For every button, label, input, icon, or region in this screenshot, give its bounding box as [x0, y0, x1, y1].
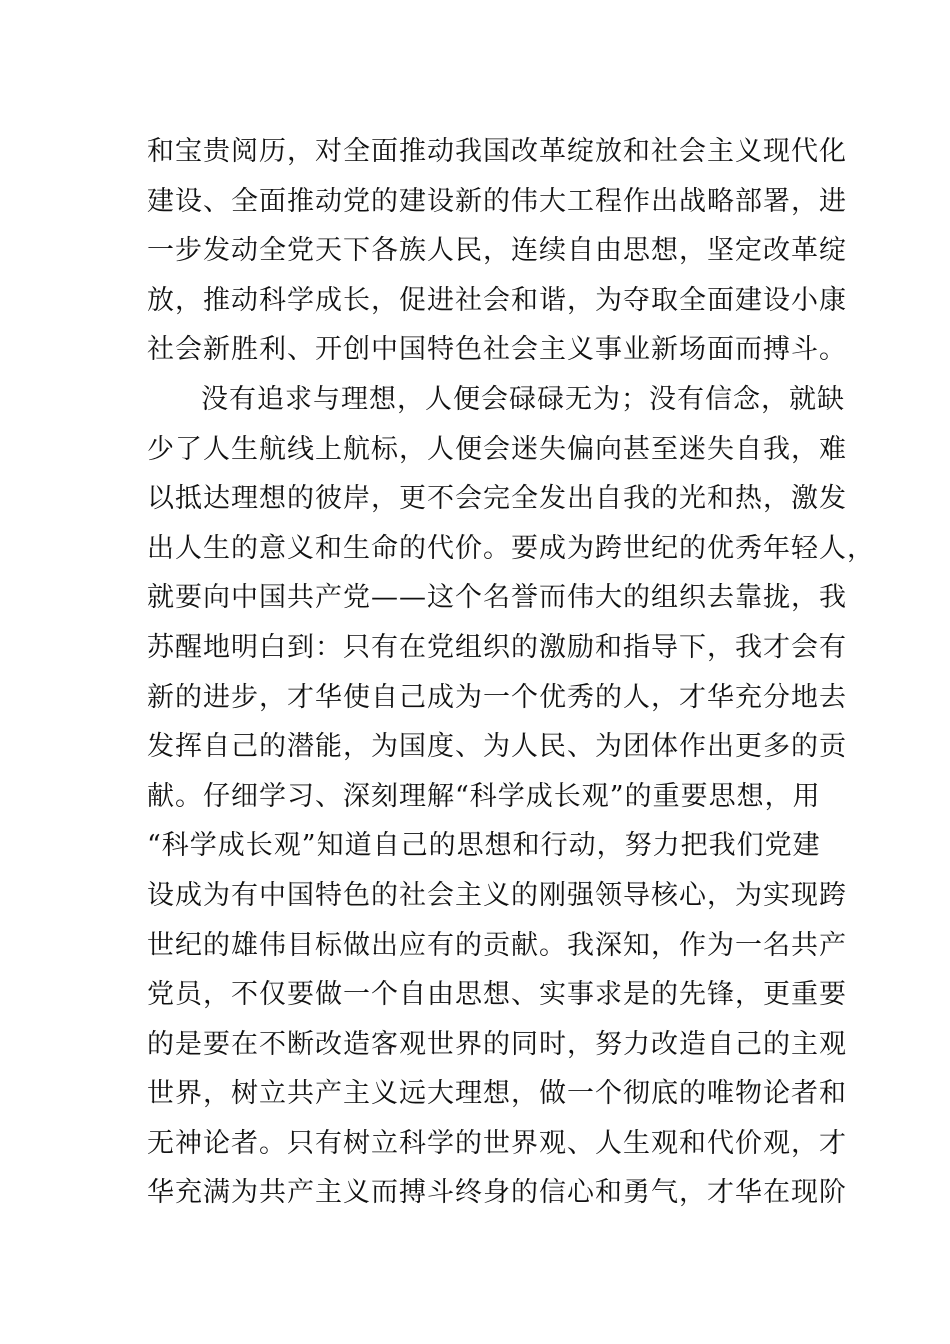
text-line: 少了人生航线上航标，人便会迷失偏向甚至迷失自我，难	[147, 433, 847, 465]
text-line: 华充满为共产主义而搏斗终身的信心和勇气，才华在现阶	[147, 1177, 847, 1209]
text-line: 世纪的雄伟目标做出应有的贡献。我深知，作为一名共产	[147, 929, 847, 961]
text-line: 和宝贵阅历，对全面推动我国改革绽放和社会主义现代化	[147, 136, 847, 167]
paragraph-first-line: 没有追求与理想，人便会碌碌无为；没有信念，就缺	[201, 383, 845, 415]
text-line: 新的进步，才华使自己成为一个优秀的人，才华充分地去	[147, 681, 847, 713]
text-line: 发挥自己的潜能，为国度、为人民、为团体作出更多的贡	[147, 731, 847, 763]
body-text	[147, 127, 875, 1218]
text-line: 设成为有中国特色的社会主义的刚强领导核心，为实现跨	[147, 879, 847, 911]
text-line: 出人生的意义和生命的代价。要成为跨世纪的优秀年轻人，	[147, 532, 875, 564]
text-line: “科学成长观”知道自己的思想和行动，努力把我们党建	[147, 830, 821, 862]
text-line: 无神论者。只有树立科学的世界观、人生观和代价观，才	[147, 1127, 847, 1159]
text-line: 献。仔细学习、深刻理解“科学成长观”的重要思想，用	[147, 780, 821, 812]
text-line: 以抵达理想的彼岸，更不会完全发出自我的光和热，激发	[147, 483, 847, 515]
text-line: 一步发动全党天下各族人民，连续自由思想，坚定改革绽	[147, 235, 847, 267]
text-line: 世界，树立共产主义远大理想，做一个彻底的唯物论者和	[147, 1078, 847, 1110]
text-line: 就要向中国共产党——这个名誉而伟大的组织去靠拢，我	[147, 582, 847, 614]
text-line: 的是要在不断改造客观世界的同时，努力改造自己的主观	[147, 1028, 847, 1060]
text-line: 放，推动科学成长，促进社会和谐，为夺取全面建设小康	[147, 284, 847, 316]
text-line: 社会新胜利、开创中国特色社会主义事业新场面而搏斗。	[147, 334, 847, 366]
text-line: 建设、全面推动党的建设新的伟大工程作出战略部署，进	[147, 185, 847, 217]
text-line: 苏醒地明白到：只有在党组织的激励和指导下，我才会有	[147, 631, 847, 663]
text-line: 党员，不仅要做一个自由思想、实事求是的先锋，更重要	[147, 979, 847, 1011]
